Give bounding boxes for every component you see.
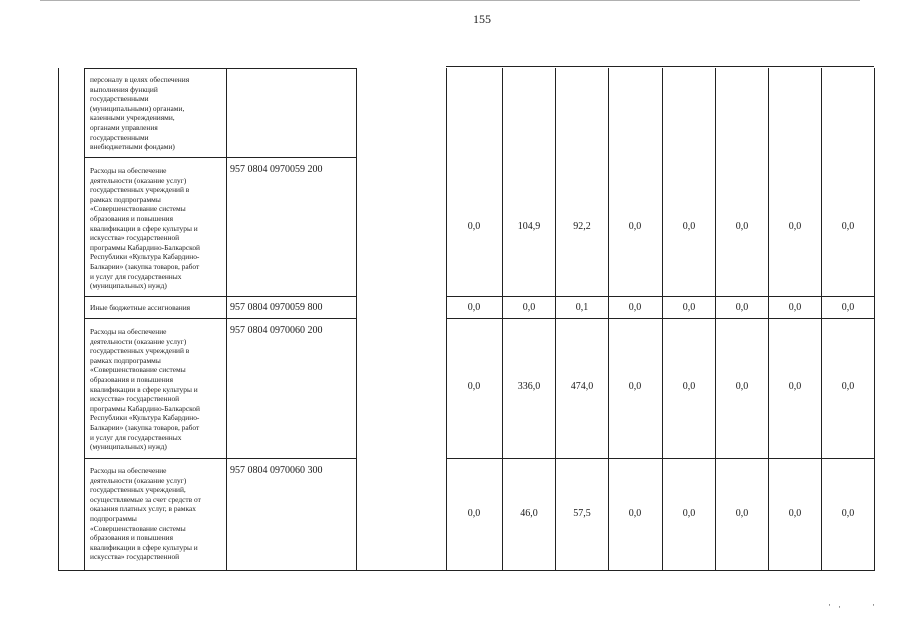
row-separator xyxy=(446,458,874,459)
table-right-border xyxy=(874,68,875,571)
row-separator xyxy=(446,296,874,297)
value-cell: 0,0 xyxy=(682,508,696,519)
value-cell: 0,0 xyxy=(735,381,749,392)
row-description: персоналу в целях обеспечения выполнения функций государственными (муниципальными) органами, казенными учреждениями, органами управления государственными внебюджетными фондами) xyxy=(90,75,190,152)
column-divider xyxy=(608,68,609,571)
value-cell: 0,0 xyxy=(467,221,481,232)
row-separator xyxy=(84,458,356,459)
value-cell: 0,0 xyxy=(788,221,802,232)
table-bottom-border xyxy=(58,570,874,571)
budget-code: 957 0804 0970059 800 xyxy=(230,302,323,313)
value-cell: 0,0 xyxy=(682,302,696,313)
scan-speck: · xyxy=(872,600,875,610)
value-cell: 0,0 xyxy=(788,381,802,392)
value-cell: 0,0 xyxy=(522,302,536,313)
value-cell: 104,9 xyxy=(517,221,541,232)
page-number: 155 xyxy=(473,12,491,26)
column-divider xyxy=(226,68,227,571)
value-cell: 474,0 xyxy=(570,381,594,392)
row-separator xyxy=(84,296,356,297)
value-cell: 57,5 xyxy=(573,508,591,519)
column-divider xyxy=(502,68,503,571)
value-cell: 0,0 xyxy=(682,221,696,232)
value-cell: 0,0 xyxy=(841,508,855,519)
column-divider xyxy=(84,68,85,571)
value-cell: 0,0 xyxy=(467,302,481,313)
value-cell: 0,0 xyxy=(788,508,802,519)
value-cell: 0,0 xyxy=(735,508,749,519)
column-divider xyxy=(555,68,556,571)
value-cell: 0,0 xyxy=(841,381,855,392)
table-left-border xyxy=(58,68,59,571)
value-cell: 46,0 xyxy=(520,508,538,519)
column-divider xyxy=(715,68,716,571)
value-cell: 92,2 xyxy=(573,221,591,232)
value-cell: 0,0 xyxy=(467,508,481,519)
column-divider xyxy=(356,68,357,571)
value-cell: 0,1 xyxy=(575,302,589,313)
value-cell: 0,0 xyxy=(682,381,696,392)
row-description: Расходы на обеспечение деятельности (оказание услуг) государственных учреждений, осуществляемые за счет средств от оказания платных услуг, в рамках подпрограммы «Совершенствование системы образования и повышения квалификации в сфере культуры и искусства» государственной xyxy=(90,466,201,562)
row-separator xyxy=(84,318,356,319)
value-cell: 0,0 xyxy=(628,381,642,392)
column-divider xyxy=(446,68,447,571)
value-cell: 0,0 xyxy=(467,381,481,392)
row-description: Расходы на обеспечение деятельности (оказание услуг) государственных учреждений в рамках подпрограммы «Совершенствование системы образования и повышения квалификации в сфере культуры и искусства» государственной программы Кабардино-Балкарской Республики «Культура Кабардино- Балкарии» (закупка товаров, работ и услуг для государственных (муниципальных) нужд) xyxy=(90,166,200,291)
column-divider xyxy=(821,68,822,571)
budget-code: 957 0804 0970060 300 xyxy=(230,465,323,476)
value-cell: 0,0 xyxy=(628,302,642,313)
column-divider xyxy=(662,68,663,571)
row-top-border xyxy=(84,68,356,69)
scan-speck: · xyxy=(828,600,831,610)
value-cell: 0,0 xyxy=(628,221,642,232)
value-cell: 0,0 xyxy=(841,221,855,232)
row-separator xyxy=(446,318,874,319)
row-separator xyxy=(84,157,356,158)
value-cell: 336,0 xyxy=(517,381,541,392)
value-cell: 0,0 xyxy=(628,508,642,519)
scan-speck: · xyxy=(838,602,841,612)
row-top-border xyxy=(446,66,874,67)
value-cell: 0,0 xyxy=(735,221,749,232)
row-description: Иные бюджетные ассигнования xyxy=(90,303,191,312)
budget-code: 957 0804 0970059 200 xyxy=(230,164,323,175)
column-divider xyxy=(768,68,769,571)
value-cell: 0,0 xyxy=(788,302,802,313)
value-cell: 0,0 xyxy=(841,302,855,313)
budget-code: 957 0804 0970060 200 xyxy=(230,325,323,336)
row-description: Расходы на обеспечение деятельности (оказание услуг) государственных учреждений в рамках подпрограммы «Совершенствование системы образования и повышения квалификации в сфере культуры и искусства» государственной программы Кабардино-Балкарской Республики «Культура Кабардино- Балкарии» (закупка товаров, работ и услуг для государственных (муниципальных) нужд) xyxy=(90,327,200,452)
value-cell: 0,0 xyxy=(735,302,749,313)
